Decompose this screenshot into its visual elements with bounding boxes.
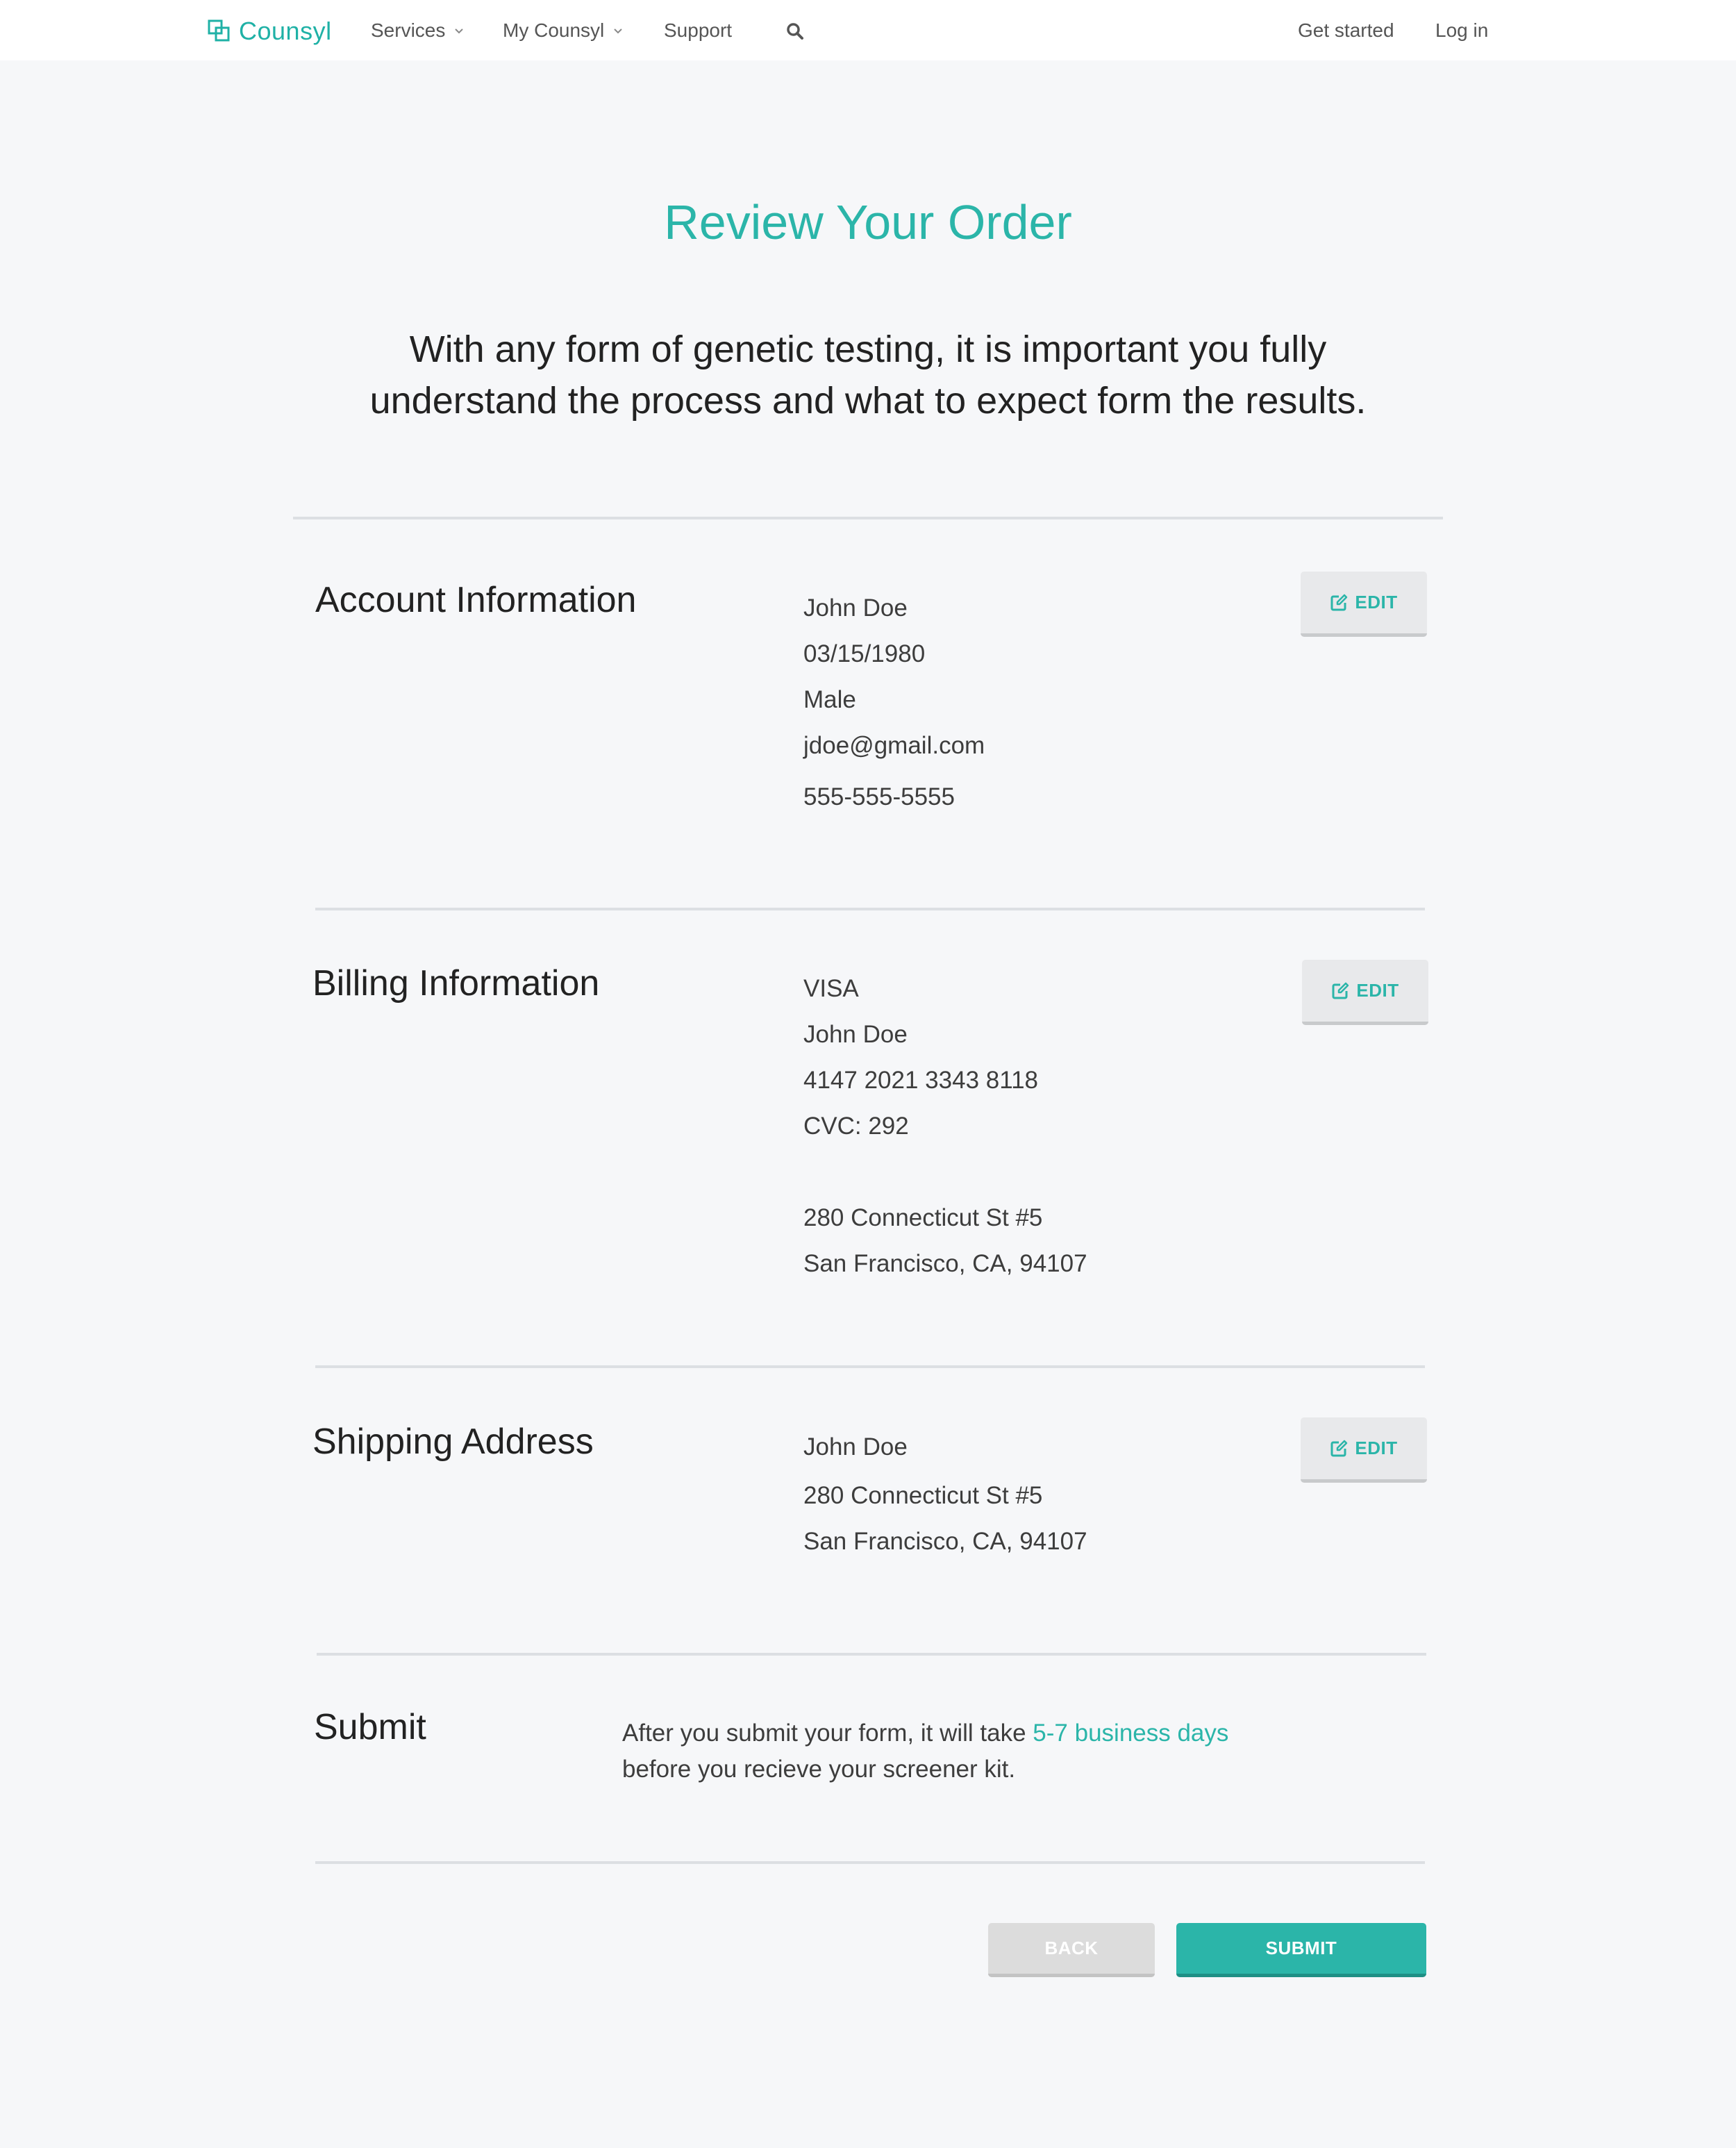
nav-log-in[interactable] <box>1435 19 1488 42</box>
shipping-edit-button[interactable] <box>1301 1417 1427 1483</box>
top-navbar <box>0 0 1736 60</box>
nav-support[interactable] <box>664 19 732 42</box>
account-section-title: Account Information <box>315 580 637 620</box>
divider <box>315 1861 1425 1864</box>
submit-info-text <box>622 1715 1317 1788</box>
billing-section-title: Billing Information <box>312 963 600 1004</box>
billing-card-name: John Doe <box>803 1021 908 1048</box>
divider <box>315 1365 1425 1368</box>
account-phone: 555-555-5555 <box>803 783 955 810</box>
business-days-highlight: 5-7 business days <box>1033 1720 1229 1747</box>
edit-icon <box>1330 1440 1348 1458</box>
shipping-city: San Francisco, CA, 94107 <box>803 1528 1087 1555</box>
account-name: John Doe <box>803 594 908 622</box>
account-edit-button[interactable] <box>1301 572 1427 637</box>
logo-icon <box>207 19 232 44</box>
shipping-street: 280 Connecticut St #5 <box>803 1482 1043 1509</box>
search-icon[interactable] <box>786 22 804 40</box>
intro-text <box>312 324 1424 426</box>
shipping-edit-label: EDIT <box>1355 1438 1398 1458</box>
divider <box>293 517 1443 519</box>
billing-city: San Francisco, CA, 94107 <box>803 1250 1087 1277</box>
submit-button[interactable]: SUBMIT <box>1176 1923 1426 1977</box>
nav-support-label: Support <box>664 19 733 41</box>
nav-services[interactable] <box>371 19 465 42</box>
chevron-down-icon <box>453 25 465 36</box>
nav-get-started[interactable] <box>1298 19 1394 42</box>
billing-cvc: CVC: 292 <box>803 1113 909 1140</box>
nav-get-started-label: Get started <box>1298 19 1394 41</box>
submit-text-before: After you submit your form, it will take <box>622 1720 1033 1747</box>
shipping-name: John Doe <box>803 1433 908 1460</box>
page-title: Review Your Order <box>664 195 1072 249</box>
back-button[interactable]: BACK <box>988 1923 1155 1977</box>
submit-info-line-1 <box>622 1715 1317 1751</box>
divider <box>315 908 1425 910</box>
nav-my-counsyl[interactable] <box>503 19 624 42</box>
nav-services-label: Services <box>371 19 446 41</box>
account-dob: 03/15/1980 <box>803 640 926 667</box>
chevron-down-icon <box>612 25 624 36</box>
edit-icon <box>1331 982 1349 1000</box>
counsyl-logo[interactable] <box>207 17 332 46</box>
logo-text: Counsyl <box>239 17 332 45</box>
nav-my-counsyl-label: My Counsyl <box>503 19 605 41</box>
divider <box>317 1653 1426 1656</box>
billing-edit-label: EDIT <box>1356 980 1399 1001</box>
billing-card-number: 4147 2021 3343 8118 <box>803 1067 1039 1094</box>
billing-street: 280 Connecticut St #5 <box>803 1204 1043 1231</box>
account-edit-label: EDIT <box>1355 592 1398 613</box>
submit-section-title: Submit <box>314 1707 426 1747</box>
intro-line-1: With any form of genetic testing, it is important you fully <box>409 328 1327 370</box>
billing-card-type: VISA <box>803 975 859 1002</box>
submit-info-line-2: before you recieve your screener kit. <box>622 1756 1016 1783</box>
account-gender: Male <box>803 686 856 713</box>
edit-icon <box>1330 594 1348 612</box>
intro-line-2: understand the process and what to expect form the results. <box>369 380 1367 422</box>
account-email: jdoe@gmail.com <box>803 732 985 759</box>
billing-edit-button[interactable] <box>1302 960 1428 1025</box>
nav-log-in-label: Log in <box>1435 19 1489 41</box>
shipping-section-title: Shipping Address <box>312 1422 594 1462</box>
